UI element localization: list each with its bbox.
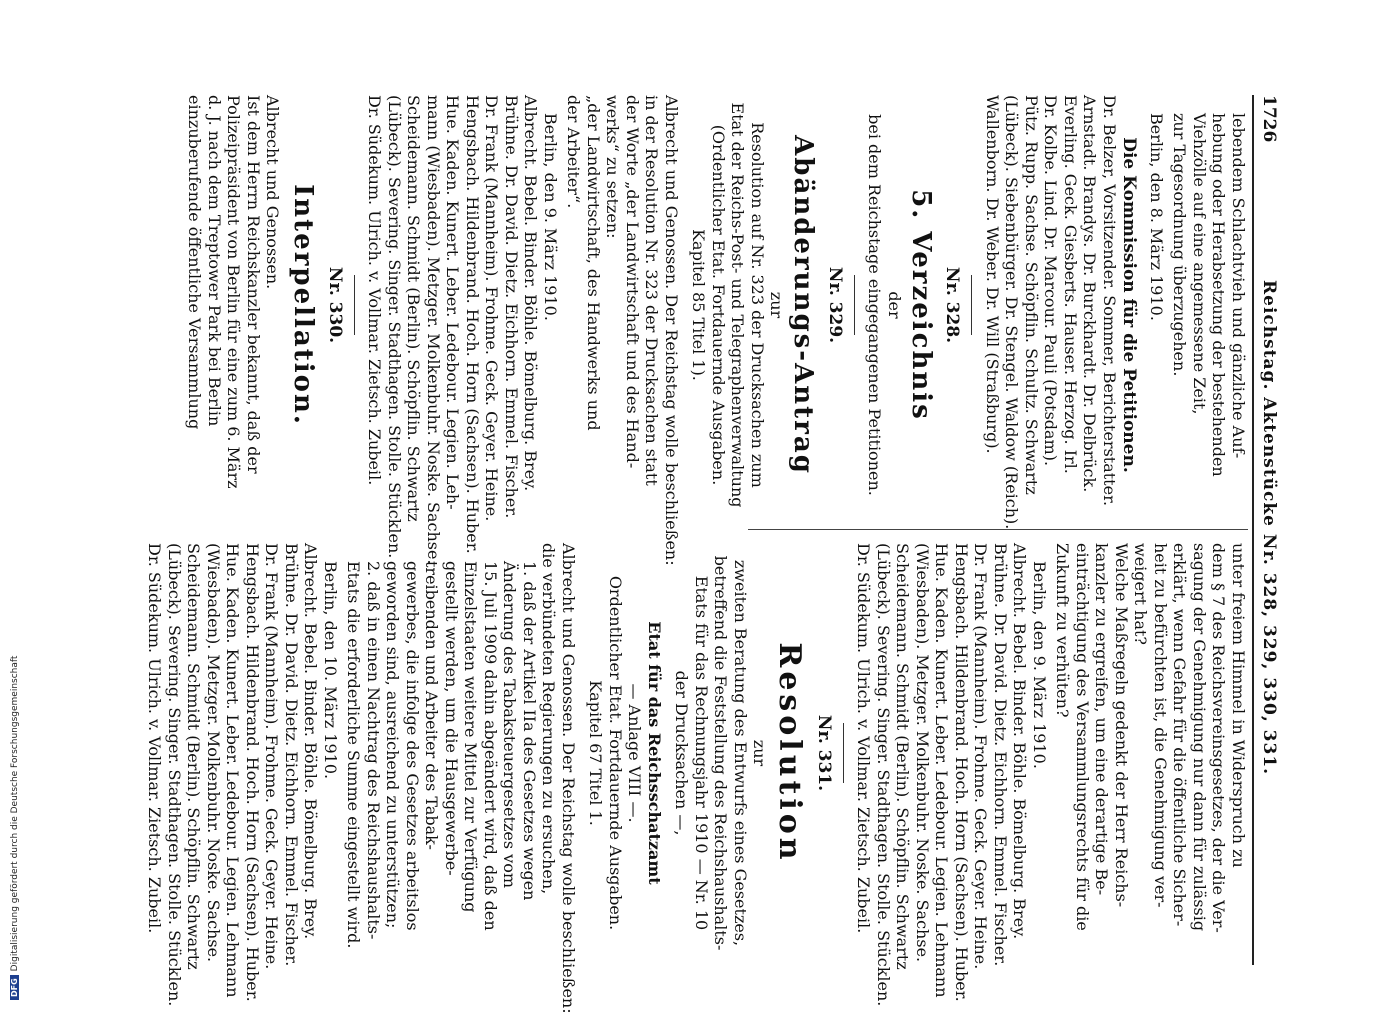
page-header — [1252, 95, 1280, 965]
anlage-line: — Anlage VIII —. — [625, 683, 645, 823]
column-divider — [748, 529, 1248, 530]
antrag-body: Albrecht und Genossen. Der Reichstag wolle beschließen: in der Resolution Nr. 323 der Drucksachen statt der Worte „der Landwirtschaft und des Hand- werks“ zu setzen: „der Landwirtschaft, des Handwerks und der Arbeiter“. — [564, 95, 681, 566]
date-line: Berlin, den 8. März 1910. — [1147, 113, 1166, 321]
interpellation-body: Albrecht und Genossen. Ist dem Herrn Reichskanzler bekannt, daß der Polizeipräsident von Berlin für eine zum 6. März d. J. nach dem Treptower Park bei Berlin einzuberufende öffentliche Versammlung — [185, 95, 283, 489]
dfg-logo: DFG — [10, 975, 19, 1000]
rotated-document-page — [40, 95, 1280, 1014]
signatories-list: Albrecht. Bebel. Binder. Böhle. Bömelburg. Brey. Brühne. Dr. David. Dietz. Eichhorn. Emmel. Fischer. Dr. Frank (Mannheim). Frohme. Geck. Geyer. Heine. Hengsbach. Hildenbrand. Hoch. Horn (Sachsen). Huber. Hue. Kaden. Kunert. Leber. Ledebour. Legien. Lehmann (Wiesbaden). Metzger. Molkenbuhr. Noske. Sachse. Scheidemann. Schmidt (Berlin). Schöpflin. Schwartz (Lübeck). Severing. Singer. Stadthagen. Stolle. Stücklen. Dr. Südekum. Ulrich. v. Vollmar. Zietsch. Zubeil. — [854, 543, 1030, 1007]
digitization-note: Digitalisierung gefördert durch die Deutsche Forschungsgemeinschaft — [10, 655, 20, 972]
left-column — [68, 95, 1248, 566]
intro-paragraph: lebendem Schlachtvieh und gänzliche Auf- hebung oder Herabsetzung der bestehenden Viehzölle auf eine angemessene Zeit, zur Tagesordnung überzugehen. — [1170, 113, 1248, 477]
commission-title: Die Kommission für die Petitionen. — [1119, 137, 1140, 473]
date-line: Berlin, den 9. März 1910. — [1030, 561, 1049, 769]
zur-line: zur — [750, 739, 770, 767]
etat-heading: Etat für das Reichsschatzamt — [645, 621, 664, 885]
etat-subtitle: Ordentlicher Etat. Fortdauernde Ausgaben. Kapitel 67 Titel 1. — [586, 575, 625, 931]
resolution-item-1: 1. daß der Artikel IIa des Gesetzes wegen Änderung des Tabaksteuergesetzes vom 15. Juli 1909 dahin abgeändert wird, daß den Einzelstaaten weitere Mittel zur Verfügung gestellt werden, um die Hausgewerbe- treibenden und Arbeiter des Tabak- gewerbes, die infolge des Gesetzes arbeitslos geworden sind, ausreichend zu unterstützen; — [383, 561, 539, 931]
interpellation-continuation: unter freiem Himmel in Widerspruch zu dem § 7 des Reichsvereinsgesetzes, der die Ver- sagung der Genehmigung nur dann für zulässig erklärt, wenn Gefahr für die öffentliche Sicher- heit zu befürchten ist, die Genehmigung ver- weigert hat? Welche Maßregeln gedenkt der Herr Reichs- kanzler zu ergreifen, um eine derartige Be- einträchtigung des Versammlungsrechts für die Zukunft zu verhüten? — [1053, 543, 1248, 933]
commission-members: Dr. Belzer, Vorsitzender. Sommer, Berichterstatter. Arnstadt. Brandys. Dr. Burckhardt. Dr. Delbrück. Everling. Geck. Giesberts. Hauser. Herzog. Irl. Dr. Kolbe. Lind. Dr. Marcour. Pauli (Potsdam). Pütz. Rupp. Sachse. Schöpflin. Schultz. Schwartz (Lübeck). Siebenbürger. Dr. Stengel. Waldow (Reich). Wallenborn. Dr. Weber. Dr. Will (Straßburg). — [983, 95, 1119, 530]
separator — [972, 275, 973, 335]
digitization-stamp — [10, 600, 20, 1000]
section-number-331: Nr. 331. — [814, 714, 834, 792]
date-line: Berlin, den 9. März 1910. — [541, 113, 560, 321]
der-line: der — [885, 291, 904, 319]
separator — [354, 275, 355, 335]
resolution-intro: Albrecht und Genossen. Der Reichstag wolle beschließen: die verbündeten Regierungen zu ersuchen, — [539, 543, 578, 1014]
verzeichnis-title: 5. Verzeichnis — [906, 189, 936, 421]
page-number: 1726 — [1259, 95, 1279, 143]
running-title: Reichstag. Aktenstücke Nr. 328, 329, 330, 331. — [1259, 280, 1279, 776]
interpellation-title: Interpellation. — [288, 184, 319, 426]
antrag-title: Abänderungs-Antrag — [788, 135, 819, 475]
separator — [843, 723, 844, 783]
antrag-subtitle: Resolution auf Nr. 323 der Drucksachen zum Etat der Reichs-Post- und Telegraphenverwaltung (Ordentlicher Etat. Fortdauernde Ausgaben. Kapitel 85 Titel 1). — [689, 102, 767, 508]
verzeichnis-subtitle: bei dem Reichstage eingegangenen Petitionen. — [865, 114, 885, 496]
section-number-329: Nr. 329. — [825, 266, 845, 344]
signatories-list: Albrecht. Bebel. Binder. Böhle. Bömelburg. Brey. Brühne. Dr. David. Dietz. Eichhorn. Emmel. Fischer. Dr. Frank (Mannheim). Frohme. Geck. Geyer. Heine. Hengsbach. Hildenbrand. Hoch. Horn (Sachsen). Huber. Hue. Kaden. Kunert. Leber. Ledebour. Legien. Leh- mann (Wiesbaden). Metzger. Molkenbuhr. Noske. Sachse. Scheidemann. Schmidt (Berlin). Schöpflin. Schwartz (Lübeck). Severing. Singer. Stadthagen. Stolle. Stücklen. Dr. Südekum. Ulrich. v. Vollmar. Zietsch. Zubeil. — [365, 95, 541, 565]
date-line: Berlin, den 10. März 1910. — [321, 561, 340, 780]
section-number-330: Nr. 330. — [325, 266, 345, 344]
resolution-title: Resolution — [772, 642, 808, 864]
section-number-328: Nr. 328. — [942, 266, 963, 344]
right-column — [68, 543, 1248, 1014]
zur-line: zur — [767, 291, 787, 319]
separator — [854, 275, 855, 335]
signatories-list: Albrecht. Bebel. Binder. Böhle. Bömelburg. Brey. Brühne. Dr. David. Dietz. Eichhorn. Emmel. Fischer. Dr. Frank (Mannheim). Frohme. Geck. Geyer. Heine. Hengsbach. Hildenbrand. Hoch. Horn (Sachsen). Huber. Hue. Kaden. Kunert. Leber. Ledebour. Legien. Lehmann (Wiesbaden). Metzger. Molkenbuhr. Noske. Sachse. Scheidemann. Schmidt (Berlin). Schöpflin. Schwartz (Lübeck). Severing. Singer. Stadthagen. Stolle. Stücklen. Dr. Südekum. Ulrich. v. Vollmar. Zietsch. Zubeil. — [145, 543, 321, 1007]
resolution-subtitle: zweiten Beratung des Entwurfs eines Gesetzes, betreffend die Feststellung des Reichshaushalts- Etats für das Rechnungsjahr 1910 — Nr. 10 der Drucksachen —, — [672, 555, 750, 951]
resolution-item-2: 2. daß in einen Nachtrag des Reichshaushalts- Etats die erforderliche Summe eingestellt wird. — [344, 561, 383, 949]
